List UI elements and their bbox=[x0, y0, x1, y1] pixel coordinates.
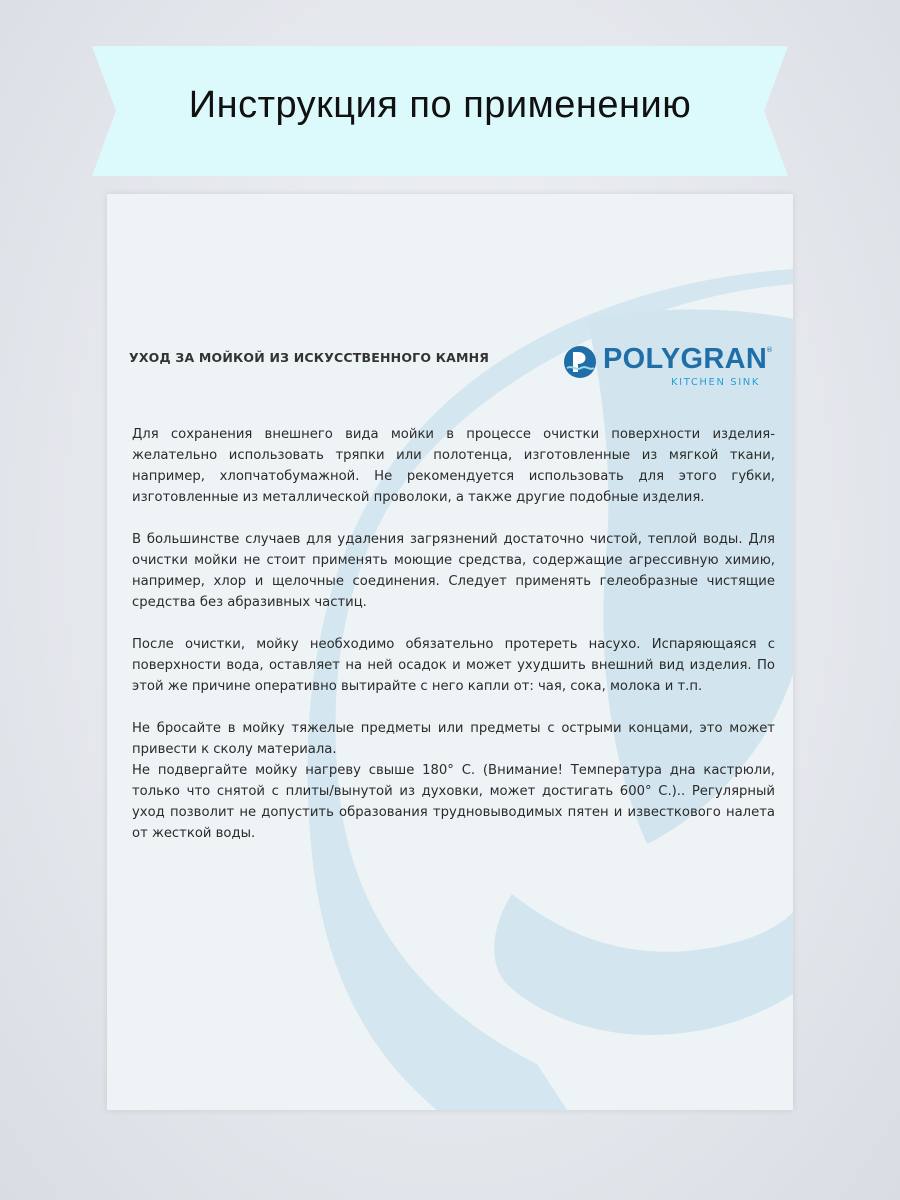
paragraph-heat-warning: Не подвергайте мойку нагреву свыше 180° С. (Внимание! Температура дна кастрюли, только что снятой с плиты/вынутой из духовки, может достигать 600° С.).. Регулярный уход позволит не допустить образования трудновыводимых пятен и известкового налета от жесткой воды. bbox=[132, 763, 775, 841]
logo-tagline: KITCHEN SINK bbox=[671, 377, 761, 388]
instruction-sheet bbox=[107, 194, 793, 1110]
document-heading: УХОД ЗА МОЙКОЙ ИЗ ИСКУССТВЕННОГО КАМНЯ bbox=[129, 350, 490, 365]
banner-title: Инструкция по применению bbox=[188, 84, 692, 126]
instruction-body bbox=[132, 424, 775, 844]
paragraph-heavy-objects: Не бросайте в мойку тяжелые предметы или предметы с острыми концами, это может привести к сколу материала. bbox=[132, 721, 775, 757]
polygran-logo-mark-icon bbox=[562, 344, 598, 380]
polygran-logo bbox=[562, 342, 777, 392]
logo-name: POLYGRAN bbox=[603, 343, 768, 375]
paragraph-cleaning-cloth: Для сохранения внешнего вида мойки в процессе очистки поверхности изделия- желательно использовать тряпки или полотенца, изготовленные из мягкой ткани, например, хлопчатобумажной. Не рекомендуется использовать для этого губки, изготовленные из металлической проволоки, а также другие подобные изделия. bbox=[132, 427, 775, 505]
logo-registered-mark: ® bbox=[766, 346, 773, 354]
title-banner bbox=[92, 46, 788, 176]
paragraph-cleaning-agents: В большинстве случаев для удаления загрязнений достаточно чистой, теплой воды. Для очистки мойки не стоит применять моющие средства, содержащие агрессивную химию, например, хлор и щелочные соединения. Следует применять гелеобразные чистящие средства без абразивных частиц. bbox=[132, 532, 775, 610]
paragraph-drying: После очистки, мойку необходимо обязательно протереть насухо. Испаряющаяся с поверхности вода, оставляет на ней осадок и может ухудшить внешний вид изделия. По этой же причине оперативно вытирайте с него капли от: чая, сока, молока и т.п. bbox=[132, 637, 775, 694]
